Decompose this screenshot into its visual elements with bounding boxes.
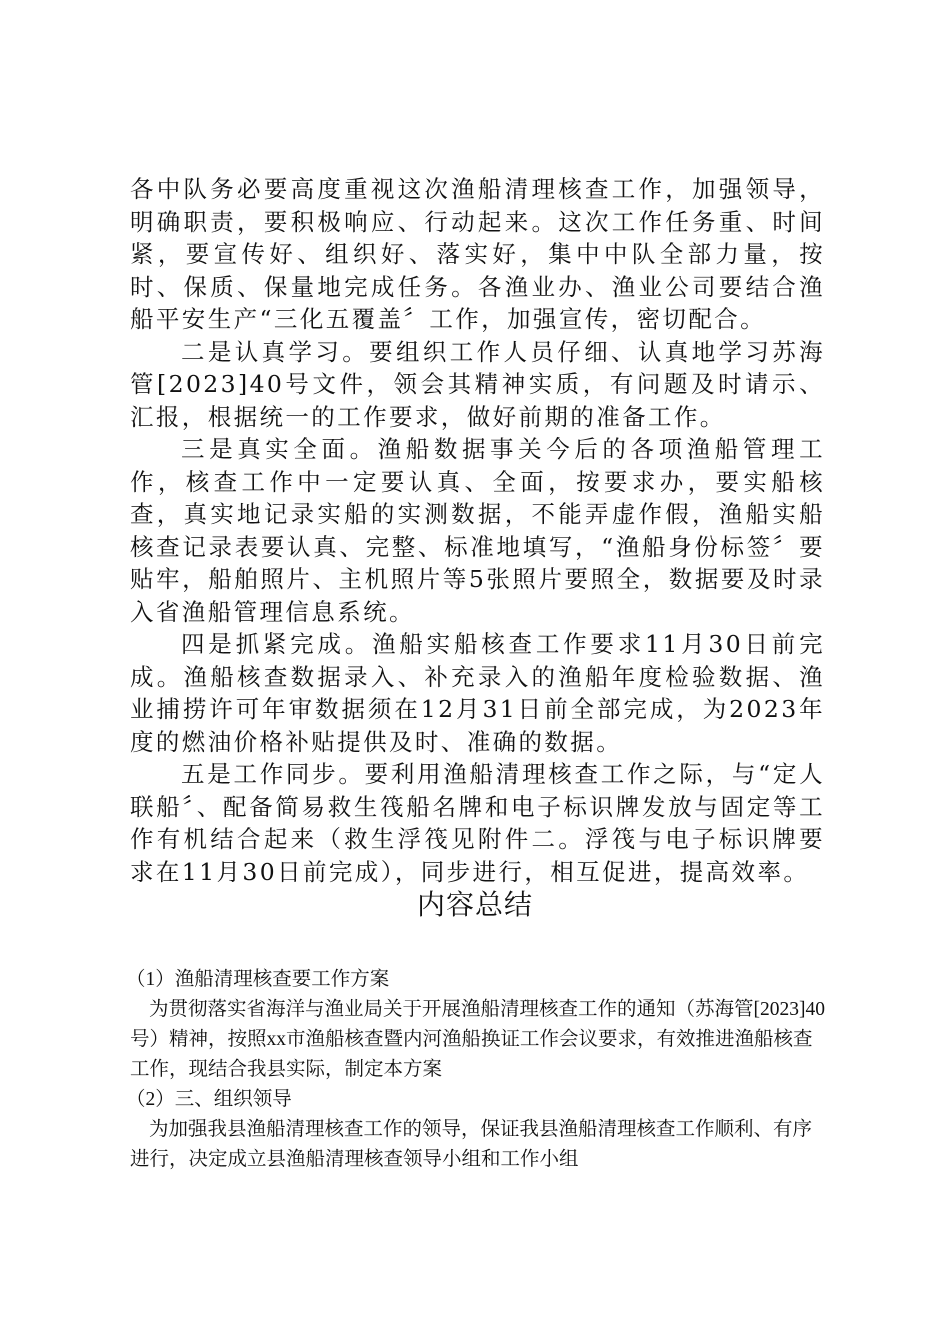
- body-text: [130, 173, 825, 888]
- paragraph-deadline: 四是抓紧完成。渔船实船核查工作要求11月30日前完成。渔船核查数据录入、补充录入的渔船年度检验数据、渔业捕捞许可年审数据须在12月31日前全部完成，为2023年度的燃油价格补贴提供及时、准确的数据。: [130, 630, 825, 756]
- summary-heading-1: （1）渔船清理核查要工作方案: [126, 969, 390, 990]
- summary-title: 内容总结: [416, 888, 533, 921]
- summary-heading-2: （2）三、组织领导: [126, 1089, 292, 1110]
- paragraph-study: 二是认真学习。要组织工作人员仔细、认真地学习苏海管[2023]40号文件，领会其精神实质，有问题及时请示、汇报，根据统一的工作要求，做好前期的准备工作。: [130, 337, 825, 431]
- summary-text-1: 为贯彻落实省海洋与渔业局关于开展渔船清理核查工作的通知（苏海管[2023]40号）精神，按照xx市渔船核查暨内河渔船换证工作会议要求，有效推进渔船核查工作，现结合我县实际，制定本方案: [130, 999, 825, 1080]
- paragraph-duties: 各中队务必要高度重视这次渔船清理核查工作，加强领导，明确职责，要积极响应、行动起来。这次工作任务重、时间紧，要宣传好、组织好、落实好，集中中队全部力量，按时、保质、保量地完成任务。各渔业办、渔业公司要结合渔船平安生产“三化五覆盖〞工作，加强宣传，密切配合。: [130, 175, 825, 333]
- paragraph-synchronize: 五是工作同步。要利用渔船清理核查工作之际，与“定人联船〞、配备简易救生筏船名牌和电子标识牌发放与固定等工作有机结合起来（救生浮筏见附件二。浮筏与电子标识牌要求在11月30日前完成），同步进行，相互促进，提高效率。: [130, 760, 825, 886]
- paragraph-accuracy: 三是真实全面。渔船数据事关今后的各项渔船管理工作，核查工作中一定要认真、全面，按要求办，要实船核查，真实地记录实船的实测数据，不能弄虚作假，渔船实船核查记录表要认真、完整、标准地填写，“渔船身份标签〞要贴牢，船舶照片、主机照片等5张照片要照全，数据要及时录入省渔船管理信息系统。: [130, 435, 825, 626]
- summary-section: [126, 965, 828, 1175]
- summary-text-2: 为加强我县渔船清理核查工作的领导，保证我县渔船清理核查工作顺利、有序进行，决定成立县渔船清理核查领导小组和工作小组: [130, 1119, 813, 1170]
